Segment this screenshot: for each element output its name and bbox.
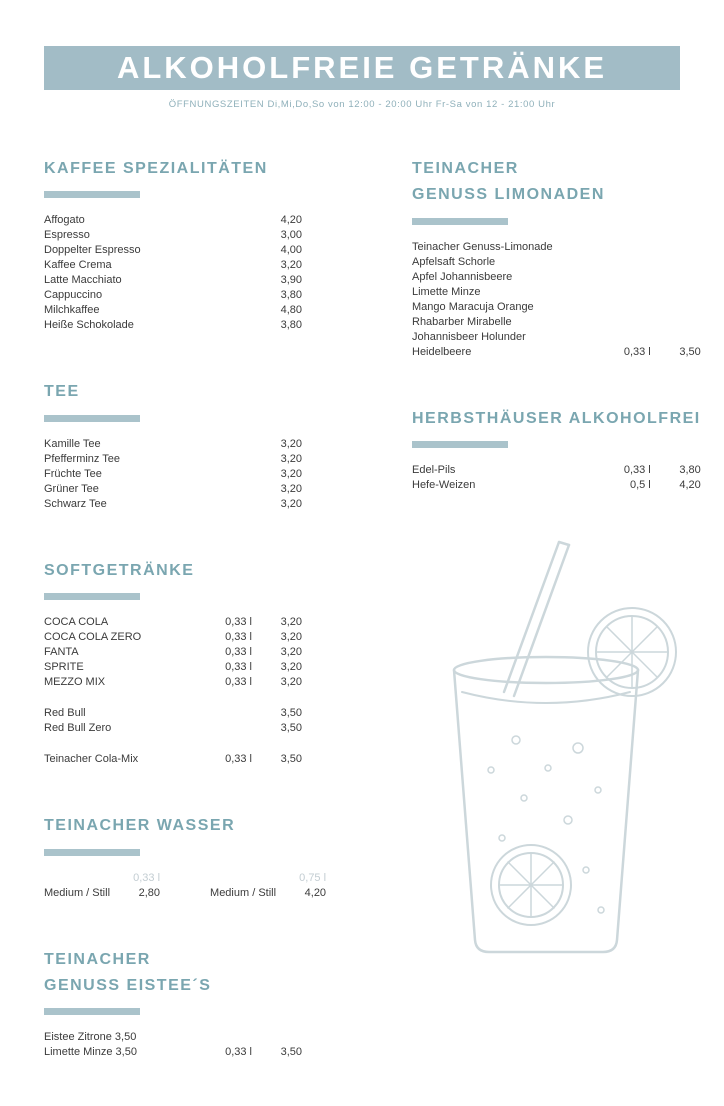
- menu-item-row: [44, 213, 302, 228]
- item-name: Heiße Schokolade: [44, 319, 134, 332]
- item-price: 4,20: [280, 214, 302, 227]
- item-name: Medium / Still: [210, 886, 277, 899]
- menu-item-row: [44, 886, 160, 901]
- menu-item-row: [412, 330, 701, 345]
- item-name: Red Bull: [44, 707, 86, 720]
- right-column: [412, 156, 701, 1106]
- menu-item-row: [44, 258, 302, 273]
- menu-item-row: [44, 437, 302, 452]
- menu-item-row: [44, 645, 302, 660]
- herbsthaeuser-item-list: [412, 463, 701, 493]
- tee-item-list: [44, 437, 302, 512]
- item-name: Teinacher Genuss-Limonade: [412, 240, 553, 253]
- soft-item-list: [44, 615, 302, 690]
- menu-item-row: [412, 300, 701, 315]
- item-price: 2,80: [138, 886, 161, 899]
- accent-bar: [44, 849, 140, 856]
- item-volume: 0,33 l: [225, 676, 252, 689]
- menu-item-row: [412, 270, 701, 285]
- menu-item-row: [412, 463, 701, 478]
- section-softgetraenke: [44, 558, 302, 767]
- kaffee-item-list: [44, 213, 302, 333]
- left-column: [44, 156, 327, 1106]
- item-name: Medium / Still: [44, 886, 111, 899]
- item-name: Apfelsaft Schorle: [412, 255, 496, 268]
- item-name: Latte Macchiato: [44, 274, 122, 287]
- item-volume: 0,33 l: [623, 464, 651, 477]
- menu-item-row: [44, 303, 302, 318]
- section-title-eistee-line1: TEINACHER: [44, 950, 151, 968]
- menu-item-row: [412, 240, 701, 255]
- item-price: 3,20: [280, 661, 302, 674]
- item-price: 4,00: [280, 244, 302, 257]
- menu-item-row: [44, 452, 302, 467]
- item-name: Doppelter Espresso: [44, 244, 141, 257]
- item-price: 3,50: [280, 753, 302, 766]
- soft-item-list-redbull: [44, 706, 302, 736]
- item-volume: 0,33 l: [225, 631, 252, 644]
- item-name: Mango Maracuja Orange: [412, 300, 534, 313]
- item-price: 3,90: [280, 274, 302, 287]
- item-volume: 0,33 l: [225, 661, 252, 674]
- menu-item-row: [412, 255, 701, 270]
- item-price: 4,80: [280, 304, 302, 317]
- section-limonaden: [412, 156, 701, 360]
- menu-item-row: [44, 273, 302, 288]
- accent-bar: [44, 1008, 140, 1015]
- item-price: 3,20: [280, 259, 302, 272]
- item-name: Apfel Johannisbeere: [412, 270, 513, 283]
- item-price: 3,50: [280, 722, 302, 735]
- item-price: 3,20: [280, 437, 302, 450]
- menu-item-row: [412, 285, 701, 300]
- eistee-item-list: [44, 1030, 302, 1060]
- section-herbsthaeuser: [412, 406, 701, 493]
- accent-bar: [412, 218, 508, 225]
- menu-item-row: [44, 660, 302, 675]
- accent-bar: [44, 415, 140, 422]
- item-name: Cappuccino: [44, 289, 103, 302]
- menu-item-row: [44, 706, 302, 721]
- accent-bar: [44, 191, 140, 198]
- item-volume: 0,33 l: [225, 646, 252, 659]
- section-title-limonaden-line2: GENUSS LIMONADEN: [412, 186, 605, 204]
- section-title-wasser: TEINACHER WASSER: [44, 817, 236, 835]
- item-volume: 0,5 l: [629, 479, 651, 492]
- item-name: Espresso: [44, 229, 90, 242]
- item-name: Pfefferminz Tee: [44, 452, 121, 465]
- item-name: Teinacher Cola-Mix: [44, 753, 139, 766]
- menu-item-row: [44, 752, 302, 767]
- item-volume: 0,33 l: [225, 1046, 252, 1059]
- section-title-herbsthaeuser: HERBSTHÄUSER ALKOHOLFREI: [412, 409, 701, 427]
- item-price: 3,20: [280, 616, 302, 629]
- menu-item-row: [412, 345, 701, 360]
- item-name: COCA COLA: [44, 616, 109, 629]
- section-title-soft: SOFTGETRÄNKE: [44, 561, 195, 579]
- section-tee: [44, 379, 302, 511]
- item-name: Hefe-Weizen: [412, 479, 476, 492]
- item-name: Früchte Tee: [44, 467, 102, 480]
- item-name: Red Bull Zero: [44, 722, 112, 735]
- opening-hours: ÖFFNUNGSZEITEN Di,Mi,Do,So von 12:00 - 20:00 Uhr Fr-Sa von 12 - 21:00 Uhr: [168, 99, 556, 110]
- item-name: SPRITE: [44, 661, 84, 674]
- item-name: Kamille Tee: [44, 437, 101, 450]
- title-banner: [44, 46, 680, 90]
- menu-item-row: [44, 467, 302, 482]
- menu-item-row: [210, 886, 326, 901]
- item-name: Limette Minze 3,50: [44, 1046, 137, 1059]
- menu-item-row: [44, 497, 302, 512]
- menu-item-row: [44, 721, 302, 736]
- menu-item-row: [44, 482, 302, 497]
- item-name: Rhabarber Mirabelle: [412, 315, 512, 328]
- item-price: 3,50: [679, 345, 701, 358]
- menu-item-row: [44, 1030, 302, 1045]
- item-name: Grüner Tee: [44, 482, 99, 495]
- wasser-col-075: [210, 871, 326, 901]
- menu-item-row: [44, 228, 302, 243]
- item-name: Limette Minze: [412, 285, 481, 298]
- menu-item-row: [44, 243, 302, 258]
- item-price: 3,20: [280, 676, 302, 689]
- section-title-limonaden-line1: TEINACHER: [412, 160, 519, 177]
- menu-item-row: [44, 630, 302, 645]
- soft-item-list-colamix: [44, 752, 302, 767]
- item-volume: 0,33 l: [623, 345, 651, 358]
- item-name: Milchkaffee: [44, 304, 100, 317]
- wasser-volume-label: 0,33 l: [133, 871, 161, 884]
- item-price: 3,20: [280, 452, 302, 465]
- menu-item-row: [412, 478, 701, 493]
- section-kaffee: [44, 156, 302, 333]
- item-price: 3,20: [280, 631, 302, 644]
- item-name: Johannisbeer Holunder: [412, 330, 526, 343]
- item-price: 3,80: [280, 289, 302, 302]
- limonaden-item-list: [412, 240, 701, 360]
- wasser-header-row: [210, 871, 326, 886]
- section-title-kaffee: KAFFEE SPEZIALITÄTEN: [44, 160, 268, 177]
- accent-bar: [412, 441, 508, 448]
- menu-item-row: [44, 1045, 302, 1060]
- item-price: 3,80: [280, 319, 302, 332]
- item-name: Heidelbeere: [412, 345, 472, 358]
- item-name: COCA COLA ZERO: [44, 631, 142, 644]
- item-price: 4,20: [679, 479, 701, 492]
- item-name: Affogato: [44, 214, 85, 227]
- section-wasser: [44, 813, 327, 900]
- item-price: 3,50: [280, 707, 302, 720]
- item-name: Schwarz Tee: [44, 497, 107, 510]
- item-price: 3,20: [280, 497, 302, 510]
- item-price: 3,80: [679, 464, 701, 477]
- section-title-tee: TEE: [44, 383, 80, 401]
- section-title-eistee-line2: GENUSS EISTEE´S: [44, 976, 212, 994]
- menu-item-row: [44, 675, 302, 690]
- menu-item-row: [44, 318, 302, 333]
- wasser-col-033: [44, 871, 160, 901]
- menu-columns: [44, 156, 701, 1106]
- item-volume: 0,33 l: [225, 616, 252, 629]
- item-price: 3,50: [280, 1046, 302, 1059]
- item-volume: 0,33 l: [225, 753, 252, 766]
- item-name: FANTA: [44, 646, 79, 659]
- item-price: 3,20: [280, 467, 302, 480]
- item-name: Edel-Pils: [412, 464, 456, 477]
- menu-item-row: [412, 315, 701, 330]
- page-title: ALKOHOLFREIE GETRÄNKE: [116, 50, 608, 85]
- item-name: MEZZO MIX: [44, 676, 106, 689]
- wasser-volume-label: 0,75 l: [299, 871, 327, 884]
- section-eistee: [44, 947, 302, 1061]
- wasser-table: [44, 871, 327, 901]
- wasser-header-row: [44, 871, 160, 886]
- item-name: Eistee Zitrone 3,50: [44, 1031, 137, 1044]
- item-name: Kaffee Crema: [44, 259, 112, 272]
- item-price: 3,00: [280, 229, 302, 242]
- item-price: 4,20: [304, 886, 327, 899]
- item-price: 3,20: [280, 482, 302, 495]
- item-price: 3,20: [280, 646, 302, 659]
- accent-bar: [44, 593, 140, 600]
- menu-item-row: [44, 615, 302, 630]
- menu-item-row: [44, 288, 302, 303]
